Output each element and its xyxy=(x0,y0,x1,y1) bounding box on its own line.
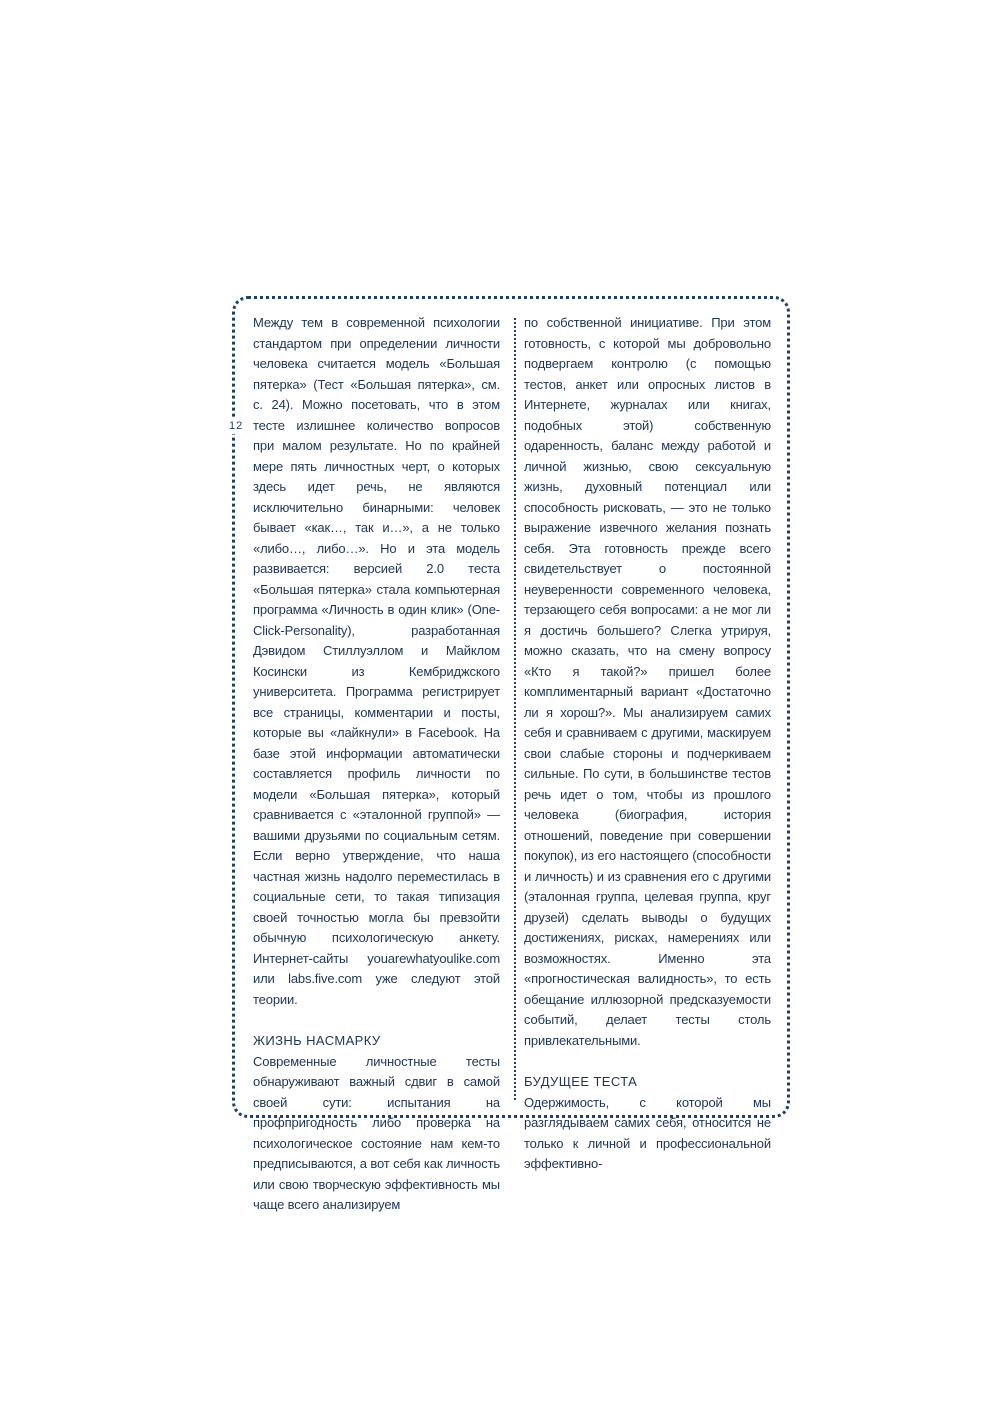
column-divider xyxy=(514,318,516,1100)
right-paragraph-1: по собственной инициативе. При этом готовность, с которой мы добровольно подвергаем контролю (с помощью тестов, анкет или опросных листов в Интернете, журналах или книгах, подобных этой) собственную одаренность, баланс между работой и личной жизнью, свою сексуальную жизнь, духовный потенциал или способность рисковать, — это не только выражение извечного желания познать себя. Эта готовность прежде всего свидетельствует о постоянной неуверенности современного человека, терзающего себя вопросами: а не мог ли я достичь большего? Слегка утрируя, можно сказать, что на смену вопросу «Кто я такой?» пришел более комплиментарный вариант «Достаточно ли я хорош?». Мы анализируем самих себя и сравниваем с другими, маскируем свои слабые стороны и подчеркиваем сильные. По сути, в большинстве тестов речь идет о том, чтобы из прошлого человека (биография, история отношений, поведение при совершении покупок), из его настоящего (способности и личность) и из сравнения его с другими (эталонная группа, целевая группа, круг друзей) сделать выводы о будущих достижениях, рисках, намерениях или возможностях. Именно эта «прогностическая валидность», то есть обещание иллюзорной предсказуемости событий, делает тесты столь привлекательными. xyxy=(524,315,771,1048)
left-column xyxy=(253,313,500,1216)
left-paragraph-2: Современные личностные тесты обнаруживают важный сдвиг в самой своей сути: испытания на профпригодность либо проверка на психологическое состояние нам кем-то предписываются, а вот себя как личность или свою творческую эффективность мы чаще всего анализируем xyxy=(253,1053,500,1212)
section-heading-life: ЖИЗНЬ НАСМАРКУ xyxy=(253,1033,381,1048)
right-column xyxy=(524,313,771,1175)
section-heading-future: БУДУЩЕЕ ТЕСТА xyxy=(524,1074,638,1089)
left-paragraph-1: Между тем в современной психологии стандартом при определении личности человека считается модель «Большая пятерка» (Тест «Большая пятерка», см. с. 24). Можно посетовать, что в этом тесте излишнее количество вопросов при малом результате. Но по крайней мере пять личностных черт, о которых здесь идет речь, не являются исключительно бинарными: человек бывает «как…, так и…», а не только «либо…, либо…». Но и эта модель развивается: версией 2.0 теста «Большая пятерка» стала компьютерная программа «Личность в один клик» (One-Click-Personality), разработанная Дэвидом Стиллуэллом и Майклом Косински из Кембриджского университета. Программа регистрирует все страницы, комментарии и посты, которые вы «лайкнули» в Facebook. На базе этой информации автоматически составляется профиль личности по модели «Большая пятерка», который сравнивается с «эталонной группой» — вашими друзьями по социальным сетям. Если верно утверждение, что наша частная жизнь надолго переместилась в социальные сети, то такая типизация своей точностью могла бы превзойти обычную психологическую анкету. Интернет-сайты youarewhatyoulike.com или labs.five.com уже следуют этой теории. xyxy=(253,315,500,1007)
right-paragraph-2: Одержимость, с которой мы разглядываем самих себя, относится не только к личной и профессиональной эффективно- xyxy=(524,1094,771,1171)
page-number: 12 xyxy=(229,420,244,432)
